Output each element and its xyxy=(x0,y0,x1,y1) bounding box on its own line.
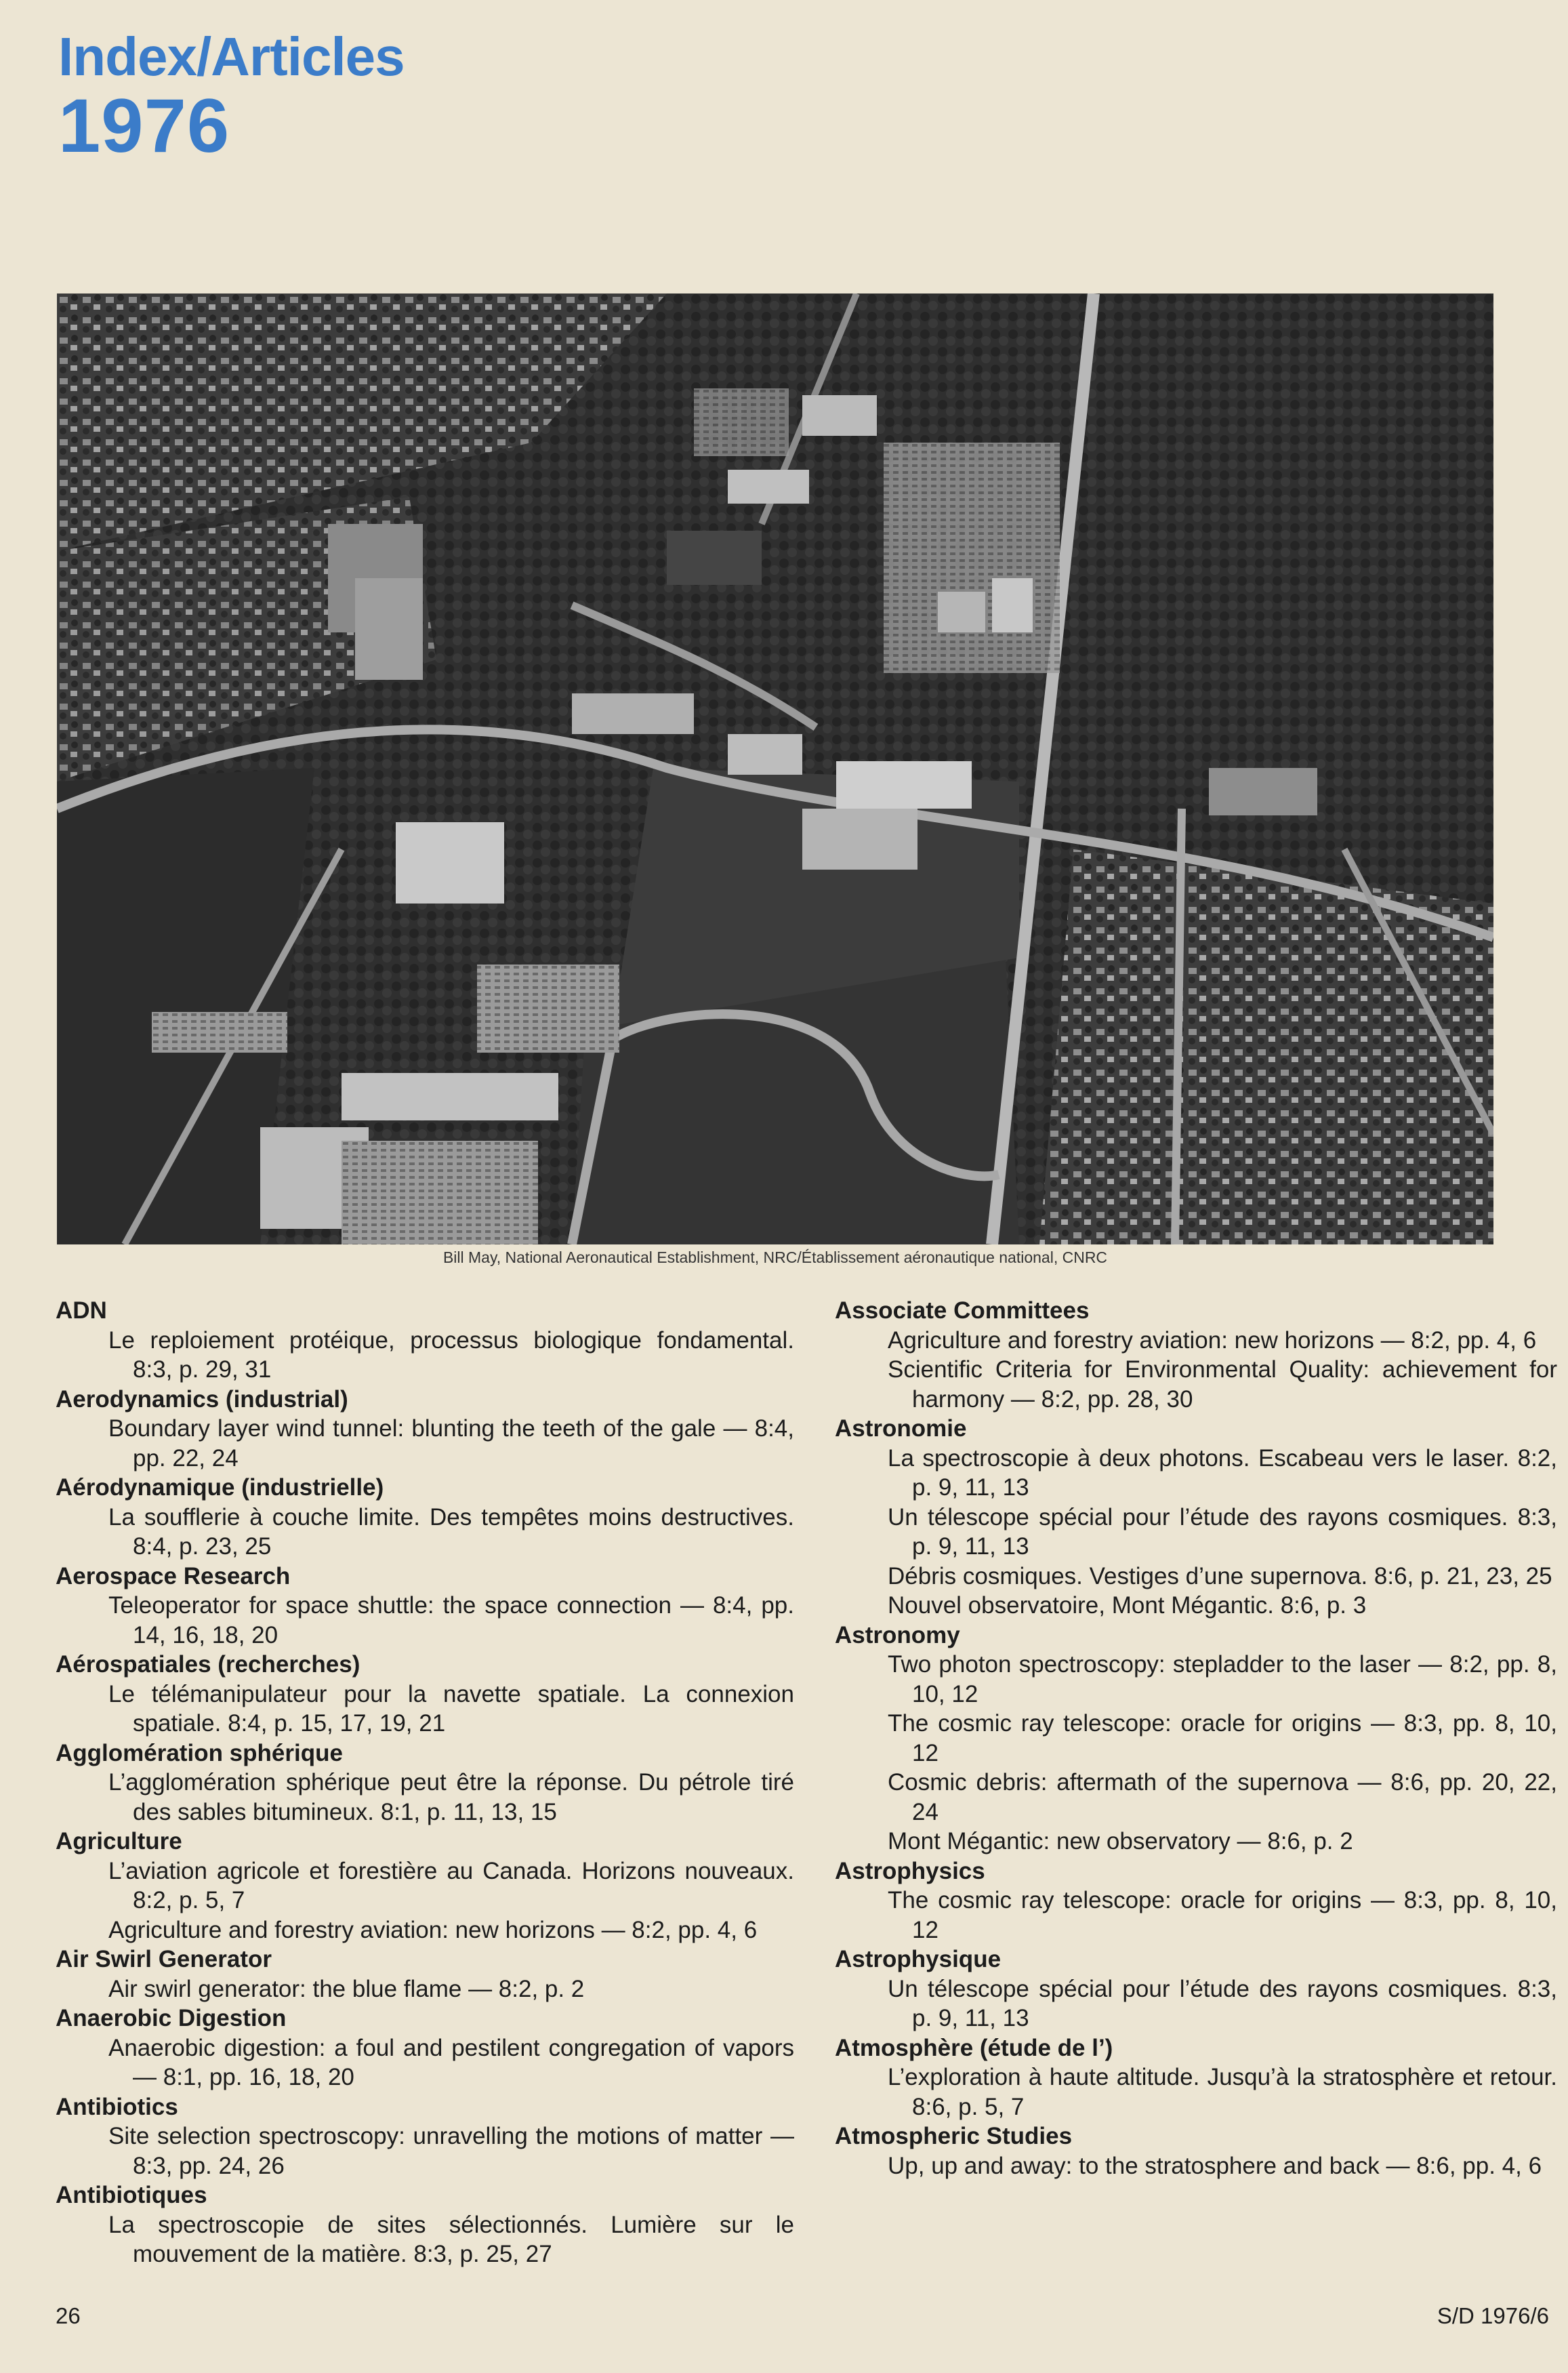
title-index-articles: Index/Articles xyxy=(58,26,405,87)
entry-reference: Anaerobic digestion: a foul and pestilent congregation of vapors — 8:1, pp. 16, 18, 20 xyxy=(108,2034,794,2090)
index-entry xyxy=(56,1827,794,1945)
index-entry xyxy=(56,2181,794,2269)
index-entry xyxy=(56,1739,794,1827)
index-entry xyxy=(835,1621,1557,1857)
entry-reference: Un télescope spécial pour l’étude des rayons cosmiques. 8:3, p. 9, 11, 13 xyxy=(888,1503,1557,1560)
entry-reference: Scientific Criteria for Environmental Quality: achievement for harmony — 8:2, pp. 28, 30 xyxy=(888,1356,1557,1413)
entry-reference: Agriculture and forestry aviation: new horizons — 8:2, pp. 4, 6 xyxy=(888,1326,1537,1354)
entry-heading: Aerodynamics (industrial) xyxy=(56,1385,348,1413)
title-year: 1976 xyxy=(58,83,230,168)
entry-heading: Agriculture xyxy=(56,1828,182,1854)
index-entry xyxy=(56,1296,794,1385)
entry-heading: Aérospatiales (recherches) xyxy=(56,1651,360,1678)
entry-reference: Débris cosmiques. Vestiges d’une supernova. 8:6, p. 21, 23, 25 xyxy=(888,1562,1552,1589)
entry-reference: L’agglomération sphérique peut être la réponse. Du pétrole tiré des sables bitumineux. 8:1, p. 11, 13, 15 xyxy=(108,1769,794,1825)
entry-reference: Cosmic debris: aftermath of the supernova — 8:6, pp. 20, 22, 24 xyxy=(888,1769,1557,1825)
index-entry xyxy=(56,1650,794,1739)
index-entry xyxy=(56,2092,794,2181)
entry-heading: Aérodynamique (industrielle) xyxy=(56,1474,384,1501)
index-entry xyxy=(56,1385,794,1474)
entry-reference: Mont Mégantic: new observatory — 8:6, p. 2 xyxy=(888,1828,1353,1854)
entry-reference: Boundary layer wind tunnel: blunting the teeth of the gale — 8:4, pp. 22, 24 xyxy=(108,1415,794,1472)
index-entry xyxy=(835,2033,1557,2122)
index-entry xyxy=(56,1562,794,1650)
entry-reference: La spectroscopie de sites sélectionnés. Lumière sur le mouvement de la matière. 8:3, p. 25, 27 xyxy=(108,2211,794,2267)
entry-reference: Up, up and away: to the stratosphere and back — 8:6, pp. 4, 6 xyxy=(888,2152,1542,2179)
entry-reference: The cosmic ray telescope: oracle for origins — 8:3, pp. 8, 10, 12 xyxy=(888,1710,1557,1766)
entry-reference: Agriculture and forestry aviation: new horizons — 8:2, pp. 4, 6 xyxy=(108,1916,758,1943)
page-title xyxy=(58,26,405,168)
index-entry xyxy=(835,1296,1557,1414)
entry-reference: L’aviation agricole et forestière au Canada. Horizons nouveaux. 8:2, p. 5, 7 xyxy=(108,1857,794,1913)
photo-credit: Bill May, National Aeronautical Establishment, NRC/Établissement aéronautique national, CNRC xyxy=(442,1249,1108,1266)
entry-heading: Atmosphère (étude de l’) xyxy=(835,2034,1113,2061)
entry-heading: Astrophysics xyxy=(835,1857,985,1884)
entry-reference: La spectroscopie à deux photons. Escabeau vers le laser. 8:2, p. 9, 11, 13 xyxy=(888,1444,1557,1501)
entry-heading: ADN xyxy=(56,1297,107,1324)
index-entry xyxy=(835,1414,1557,1621)
entry-heading: Aerospace Research xyxy=(56,1562,291,1589)
entry-heading: Antibiotics xyxy=(56,2093,178,2120)
entry-reference: The cosmic ray telescope: oracle for origins — 8:3, pp. 8, 10, 12 xyxy=(888,1887,1557,1943)
index-entry xyxy=(56,1945,794,2004)
entry-heading: Associate Committees xyxy=(835,1297,1090,1324)
entry-reference: Nouvel observatoire, Mont Mégantic. 8:6, p. 3 xyxy=(888,1592,1367,1619)
entry-heading: Astronomie xyxy=(835,1415,967,1442)
page-number: 26 xyxy=(56,2303,81,2328)
entry-reference: La soufflerie à couche limite. Des tempêtes moins destructives. 8:4, p. 23, 25 xyxy=(108,1503,794,1560)
entry-reference: Un télescope spécial pour l’étude des rayons cosmiques. 8:3, p. 9, 11, 13 xyxy=(888,1975,1557,2031)
index-column-left xyxy=(56,1296,794,2269)
entry-heading: Agglomération sphérique xyxy=(56,1739,343,1766)
index-entry xyxy=(835,2122,1557,2181)
entry-heading: Astrophysique xyxy=(835,1946,1002,1972)
entry-heading: Atmospheric Studies xyxy=(835,2123,1073,2149)
aerial-photo xyxy=(57,293,1493,1244)
index-entry xyxy=(56,1473,794,1562)
index-entry xyxy=(835,1857,1557,1945)
entry-heading: Antibiotiques xyxy=(56,2182,207,2208)
index-column-right xyxy=(835,1296,1557,2181)
entry-heading: Air Swirl Generator xyxy=(56,1946,272,1972)
entry-reference: Le télémanipulateur pour la navette spatiale. La connexion spatiale. 8:4, p. 15, 17, 19, 21 xyxy=(108,1680,794,1737)
index-entry xyxy=(835,1945,1557,2033)
index-entry xyxy=(56,2004,794,2092)
entry-heading: Anaerobic Digestion xyxy=(56,2005,287,2031)
entry-reference: Air swirl generator: the blue flame — 8:2, p. 2 xyxy=(108,1975,585,2002)
entry-reference: Site selection spectroscopy: unravelling the motions of matter — 8:3, pp. 24, 26 xyxy=(108,2123,794,2179)
entry-reference: L’exploration à haute altitude. Jusqu’à la stratosphère et retour. 8:6, p. 5, 7 xyxy=(888,2064,1557,2120)
entry-heading: Astronomy xyxy=(835,1621,960,1648)
issue-label: S/D 1976/6 xyxy=(1437,2303,1549,2328)
entry-reference: Two photon spectroscopy: stepladder to the laser — 8:2, pp. 8, 10, 12 xyxy=(888,1651,1557,1707)
aerial-photo-drawing xyxy=(57,293,1493,1244)
entry-reference: Teleoperator for space shuttle: the space connection — 8:4, pp. 14, 16, 18, 20 xyxy=(108,1592,794,1648)
entry-reference: Le reploiement protéique, processus biologique fondamental. 8:3, p. 29, 31 xyxy=(108,1326,794,1383)
